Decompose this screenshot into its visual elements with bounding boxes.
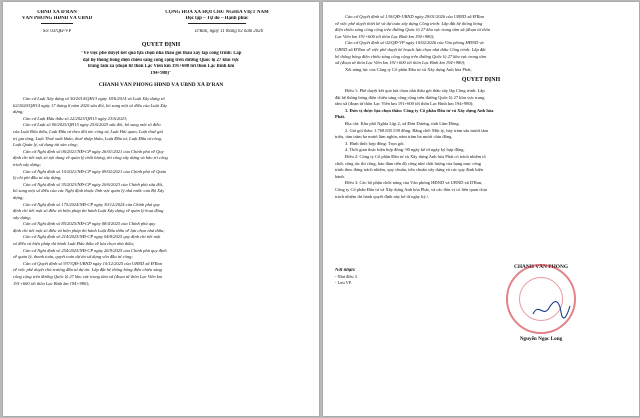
- basis-line: Căn cứ Luật Đấu thầu số 22/2023/QH15 ngày 23/6/2023;: [23, 115, 128, 121]
- article-line: trách nhiệm thi hành quyết định này kể từ ngày ký./.: [335, 193, 430, 199]
- basis-line: Căn cứ Quyết định số 937/QĐ-UBND ngày 10/12/2025 của UBND xã Đ'Ran: [23, 260, 163, 266]
- article-line: Địa chỉ: Khu phố Nghĩa Lập 2, xã Đơn Dương, tỉnh Lâm Đồng.: [345, 120, 460, 126]
- basis-line: Căn cứ Nghị định số 35/2023/NĐ-CP ngày 20/6/2023 của Chính phủ sửa đổi,: [23, 181, 164, 187]
- basis-line: UBND xã Đ'Ran về việc phê duyệt kế hoạch lựa chọn nhà thầu Công trình: Lắp đặt: [335, 46, 486, 52]
- place-date: D'Ran, ngày 11 tháng 02 năm 2026: [195, 29, 263, 34]
- basis-line: bổ sung một số điều của các Nghị định thuộc lĩnh vực quản lý nhà nước của Bộ Xây: [13, 188, 165, 194]
- basis-line: định chi tiết một số điều và biện pháp thi hành Luật Đấu thầu về lựa chọn nhà thầu;: [13, 227, 165, 233]
- basis-line: về việc phê duyệt thiết kế và dự toán xây dựng Công trình: Lắp đặt hệ thống bóng: [335, 20, 483, 26]
- basis-line: công cộng trên đường Quốc lộ 27 khu vực trung tâm xã (đoạn từ thôn Lạc Viên km: [13, 274, 163, 280]
- basis-line: dựng;: [13, 194, 24, 200]
- subject-line-3: trung tâm xã (đoạn từ thôn Lạc Viên km 191+600 tới thôn Lạc Bình km: [87, 64, 235, 69]
- article-line: 1. Đơn vị được lựa chọn thầu: Công ty Cổ phần Đầu tư và Xây dựng Anh hòa: [345, 107, 494, 113]
- basis-line: xây dựng;: [13, 214, 32, 220]
- basis-line: 62/2020/QH14 ngày 17 tháng 6 năm 2020 sửa đổi, bổ sung một số điều của Luật Xây: [13, 102, 168, 108]
- basis-line: Lạc Viên km 191+600 tới thôn Lạc Bình km 194+980);: [335, 33, 435, 39]
- basis-line: về việc phê duyệt chủ trương đầu tư dự án: Lắp đặt hệ thống bóng điện chiếu sáng: [13, 267, 162, 273]
- article-line: Điều 3: Các bộ phận chức năng của Văn phòng HĐND và UBND xã D'Ran,: [345, 180, 483, 186]
- article-line: tâm xã (đoạn từ thôn Lạc Viên km 191+600 tới thôn Lạc Bình km 194+980);: [335, 101, 474, 107]
- subject-line-4: 194+980)": [150, 70, 172, 76]
- basis-line: Căn cứ Nghị định số 10/2021/NĐ-CP ngày 09/02/2021 của Chính phủ về Quản: [23, 168, 167, 174]
- bases-list: [13, 96, 311, 287]
- basis-line: điện chiếu sáng công cộng trên đường Quốc lộ 27 khu vực trung tâm xã (đoạn từ thôn: [335, 27, 491, 33]
- basis-line: Căn cứ Luật Xây dựng số 50/2014/QH13 ngày 18/6/2014 và Luật Xây dựng số: [23, 96, 165, 101]
- basis-line: Căn cứ Nghị định số 175/2024/NĐ-CP ngày 30/12/2024 của Chính phủ quy: [23, 201, 160, 207]
- basis-line: Căn cứ Quyết định số 130/QĐ-UBND ngày 29/01/2026 của UBND xã Đ'Ran: [345, 14, 485, 19]
- consideration-line: Xét năng lực của Công ty Cổ phần Đầu tư và Xây dựng Anh hòa Phát;: [345, 66, 472, 72]
- document-page-right: [323, 2, 639, 416]
- basis-line: Luật Quản lý, sử dụng tài sản công;: [13, 142, 78, 148]
- recipient-item: - Như điều 3.: [335, 274, 358, 280]
- basis-line: lý chi phí đầu tư xây dựng;: [13, 175, 62, 181]
- motto: Độc lập – Tự do – Hạnh phúc: [185, 16, 249, 21]
- basis-line: số điều và biện pháp thi hành Luật Đấu thầu về lựa chọn nhà thầu;: [13, 241, 135, 247]
- motto-underline: [188, 23, 246, 24]
- signature-mark: [531, 298, 571, 320]
- basis-line: định chi tiết một số điều và biện pháp thi hành Luật Xây dựng về quản lý hoạt động: [13, 208, 164, 214]
- article-line: 3. Hình thức hợp đồng: Trọn gói.: [345, 140, 405, 146]
- basis-line: về quản lý, thanh toán, quyết toán dự án sử dụng vốn đầu tư công;: [13, 254, 133, 260]
- recipient-item: - Lưu VP.: [335, 280, 352, 286]
- article-line: chức công tác thi công, bảo đảm tiến độ công như chất lượng của hạng mục công: [335, 160, 482, 166]
- document-page-left: [3, 2, 319, 416]
- article-line: Điều 1: Phê duyệt kết quả lựa chọn nhà thầu gói thầu xây lắp Công trình: Lắp: [345, 88, 485, 93]
- doc-type: QUYẾT ĐỊNH: [141, 42, 181, 48]
- basis-line: Căn cứ Nghị định số 254/2025/NĐ-CP ngày 26/9/2025 của Chính phủ quy định: [23, 247, 167, 253]
- article-line: Phát.: [335, 114, 346, 120]
- article-line: Công ty Cổ phần Đầu tư và Xây dựng Anh hòa Phát, và các đơn vị có liên quan chịu: [335, 186, 487, 192]
- bases-continued: [335, 14, 631, 73]
- basis-line: hệ thống bóng điện chiếu sáng công cộng trên đường Quốc lộ 27 khu vực trung tâm: [335, 53, 487, 59]
- decide-heading: QUYẾT ĐỊNH: [461, 77, 501, 83]
- subject-line-1: "Về việc phê duyệt kết quả lựa chọn nhà thầu gói thầu xây lắp công trình: Lắp: [80, 51, 242, 56]
- basis-line: Căn cứ Luật số 90/2025/QH15 ngày 25/6/2025 sửa đổi, bổ sung một số điều: [23, 122, 161, 128]
- authority: CHÁNH VĂN PHÒNG HĐND VÀ UBND XÃ Đ'RAN: [98, 82, 224, 88]
- basis-line: trị gia tăng, Luật Thuế xuất khẩu, thuế nhập khẩu, Luật Đầu tư, Luật Đầu tư công,: [13, 135, 163, 141]
- article-line: triệu, tám trăm ba mươi lăm nghìn, năm trăm ba mươi chín đồng.: [335, 134, 453, 140]
- basis-line: dựng;: [13, 109, 24, 115]
- org-line-2: VĂN PHÒNG HĐND VÀ UBND: [21, 16, 93, 21]
- article-line: Điều 2: Công ty Cổ phần Đầu tư và Xây dựng Anh hòa Phát có trách nhiệm tổ: [345, 153, 486, 159]
- basis-line: Căn cứ Nghị định số 85/2025/NĐ-CP ngày 08/4/2025 của Chính phủ quy: [23, 221, 156, 227]
- basis-line: của Luật Đấu thầu, Luật Đầu tư theo đối tác công tư, Luật Hải quan, Luật thuế giá: [13, 128, 163, 134]
- basis-line: Căn cứ Nghị định số 06/2021/NĐ-CP ngày 26/01/2021 của Chính phủ về Quy: [23, 148, 164, 154]
- nation-title: CỘNG HÒA XÃ HỘI CHỦ NGHĨA VIỆT NAM: [165, 10, 269, 15]
- basis-line: Căn cứ Quyết định số 02/QĐ-VP ngày 10/02/2026 của Văn phòng HĐND và: [345, 40, 484, 46]
- article-line: 4. Thời gian thực hiện hợp đồng: 90 ngày kể từ ngày ký hợp đồng.: [345, 147, 465, 153]
- basis-line: xã (đoạn từ thôn Lạc Viên km 191+600 tới thôn Lạc Bình km 194+980);: [335, 60, 466, 66]
- doc-number: Số: 03/QĐ-VP: [42, 29, 72, 34]
- article-line: 2. Giá gói thầu: 1.768.835.539 đồng. Bằng chữ: Một tỷ, bảy trăm sáu mươi tám: [345, 127, 488, 133]
- signer-name: Nguyễn Ngọc Long: [519, 336, 563, 342]
- basis-line: 191+600 tới thôn Lạc Bình km 194+980);: [13, 280, 90, 286]
- signer-title: CHÁNH VĂN PHÒNG: [513, 264, 569, 270]
- recipients: [335, 268, 455, 286]
- recipients-heading: Nơi nhận:: [335, 268, 356, 273]
- article-line: đặt hệ thống bóng điện chiếu sáng công cộng trên đường Quốc lộ 27 khu vực trung: [335, 94, 485, 100]
- org-underline: [41, 23, 73, 24]
- org-line-1: UBND XÃ Đ'RAN: [37, 10, 77, 15]
- article-line: hành.: [335, 173, 345, 179]
- subject-line-2: đặt hệ thống bóng điện chiếu sáng công cộng trên đường Quốc lộ 27 khu vực: [82, 57, 240, 63]
- articles: [335, 88, 631, 200]
- basis-line: trình xây dựng;: [13, 161, 41, 167]
- basis-line: định chi tiết một số nội dung về quản lý chất lượng, thi công xây dựng và bảo trì công: [13, 155, 168, 161]
- basis-line: Căn cứ Nghị định số 214/2025/NĐ-CP ngày 04/8/2025 quy định chi tiết một: [23, 234, 161, 240]
- article-line: trình theo đúng trách nhiệm, quy chuẩn, tiêu chuẩn xây dựng và các quy định hiện: [335, 167, 484, 173]
